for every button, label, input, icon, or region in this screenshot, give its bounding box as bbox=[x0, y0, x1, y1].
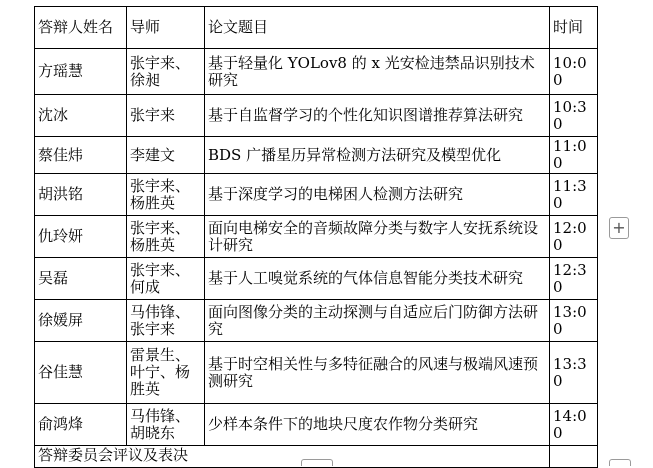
cell-time[interactable]: 12:30 bbox=[550, 258, 598, 300]
committee-empty-cell[interactable] bbox=[550, 446, 598, 468]
table-row bbox=[35, 404, 598, 446]
cell-name[interactable]: 胡洪铭 bbox=[35, 174, 127, 216]
cell-advisor[interactable]: 张宇来、杨胜英 bbox=[127, 216, 205, 258]
cell-advisor[interactable]: 张宇来、徐昶 bbox=[127, 49, 205, 95]
cell-time[interactable]: 11:30 bbox=[550, 174, 598, 216]
header-title[interactable]: 论文题目 bbox=[205, 7, 550, 49]
cell-time[interactable]: 13:30 bbox=[550, 342, 598, 404]
table-row bbox=[35, 49, 598, 95]
cell-title[interactable]: BDS 广播星历异常检测方法研究及模型优化 bbox=[205, 137, 550, 174]
table-row bbox=[35, 137, 598, 174]
cell-advisor[interactable]: 雷景生、叶宁、杨胜英 bbox=[127, 342, 205, 404]
cell-title[interactable]: 面向电梯安全的音频故障分类与数字人安抚系统设计研究 bbox=[205, 216, 550, 258]
cell-name[interactable]: 谷佳慧 bbox=[35, 342, 127, 404]
table-row bbox=[35, 300, 598, 342]
defense-schedule-table bbox=[34, 6, 598, 468]
header-name[interactable]: 答辩人姓名 bbox=[35, 7, 127, 49]
cell-name[interactable]: 蔡佳炜 bbox=[35, 137, 127, 174]
cell-title[interactable]: 少样本条件下的地块尺度农作物分类研究 bbox=[205, 404, 550, 446]
cell-title[interactable]: 基于深度学习的电梯困人检测方法研究 bbox=[205, 174, 550, 216]
cell-advisor[interactable]: 张宇来、何成 bbox=[127, 258, 205, 300]
cell-name[interactable]: 仇玲妍 bbox=[35, 216, 127, 258]
cell-title[interactable]: 基于轻量化 YOLov8 的 x 光安检违禁品识别技术研究 bbox=[205, 49, 550, 95]
cell-time[interactable]: 12:00 bbox=[550, 216, 598, 258]
header-time[interactable]: 时间 bbox=[550, 7, 598, 49]
cell-advisor[interactable]: 张宇来、杨胜英 bbox=[127, 174, 205, 216]
committee-label[interactable]: 答辩委员会评议及表决 bbox=[35, 446, 550, 468]
cell-title[interactable]: 基于时空相关性与多特征融合的风速与极端风速预测研究 bbox=[205, 342, 550, 404]
cell-advisor[interactable]: 马伟锋、张宇来 bbox=[127, 300, 205, 342]
cell-title[interactable]: 面向图像分类的主动探测与自适应后门防御方法研究 bbox=[205, 300, 550, 342]
cell-title[interactable]: 基于人工嗅觉系统的气体信息智能分类技术研究 bbox=[205, 258, 550, 300]
header-advisor[interactable]: 导师 bbox=[127, 7, 205, 49]
cell-advisor[interactable]: 马伟锋、胡晓东 bbox=[127, 404, 205, 446]
table-row bbox=[35, 258, 598, 300]
cell-advisor[interactable]: 张宇来 bbox=[127, 95, 205, 137]
cell-name[interactable]: 沈冰 bbox=[35, 95, 127, 137]
cell-time[interactable]: 10:00 bbox=[550, 49, 598, 95]
cell-title[interactable]: 基于自监督学习的个性化知识图谱推荐算法研究 bbox=[205, 95, 550, 137]
cell-advisor[interactable]: 李建文 bbox=[127, 137, 205, 174]
table-row bbox=[35, 174, 598, 216]
cell-time[interactable]: 11:00 bbox=[550, 137, 598, 174]
cell-name[interactable]: 方瑶慧 bbox=[35, 49, 127, 95]
cell-time[interactable]: 13:00 bbox=[550, 300, 598, 342]
cell-name[interactable]: 俞鸿烽 bbox=[35, 404, 127, 446]
cell-time[interactable]: 10:30 bbox=[550, 95, 598, 137]
cell-name[interactable]: 徐媛屏 bbox=[35, 300, 127, 342]
table-row bbox=[35, 95, 598, 137]
table-header-row bbox=[35, 7, 598, 49]
cell-time[interactable]: 14:00 bbox=[550, 404, 598, 446]
add-row-button[interactable]: + bbox=[609, 217, 629, 239]
table-row bbox=[35, 342, 598, 404]
table-row bbox=[35, 216, 598, 258]
cell-name[interactable]: 吴磊 bbox=[35, 258, 127, 300]
